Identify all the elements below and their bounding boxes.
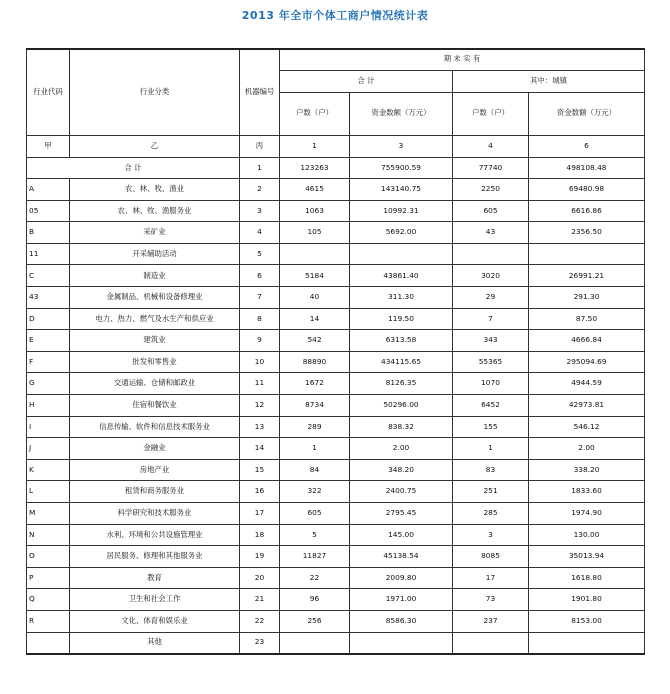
- index-cell: 乙: [70, 135, 240, 157]
- table-row: [27, 351, 645, 373]
- capital-cell: 2009.80: [350, 567, 453, 589]
- households-cell: [280, 632, 350, 654]
- capital-urban-cell: 69480.98: [529, 179, 645, 201]
- households-cell: 40: [280, 287, 350, 309]
- industry-code: K: [27, 459, 70, 481]
- table-row: [27, 546, 645, 568]
- capital-urban-cell: [529, 632, 645, 654]
- industry-category: 居民服务、修理和其他服务业: [70, 546, 240, 568]
- industry-category: 信息传输、软件和信息技术服务业: [70, 416, 240, 438]
- industry-category: 住宿和餐饮业: [70, 395, 240, 417]
- industry-category: 金属制品、机械和设备修理业: [70, 287, 240, 309]
- table-row: [27, 222, 645, 244]
- industry-category: 制造业: [70, 265, 240, 287]
- households-cell: 1: [280, 438, 350, 460]
- households-cell: 1063: [280, 200, 350, 222]
- industry-code: E: [27, 330, 70, 352]
- table-row: [27, 481, 645, 503]
- industry-category: 批发和零售业: [70, 351, 240, 373]
- industry-category: 金融业: [70, 438, 240, 460]
- households-urban-cell: 17: [453, 567, 529, 589]
- table-row: [27, 503, 645, 525]
- capital-cell: 2400.75: [350, 481, 453, 503]
- capital-cell: 8126.35: [350, 373, 453, 395]
- industry-category: 水利、环境和公共设施管理业: [70, 524, 240, 546]
- industry-category: 文化、体育和娱乐业: [70, 610, 240, 632]
- households-cell: 14: [280, 308, 350, 330]
- households-cell: 322: [280, 481, 350, 503]
- households-cell: 605: [280, 503, 350, 525]
- industry-category: 农、林、牧、渔业: [70, 179, 240, 201]
- capital-urban-cell: 291.30: [529, 287, 645, 309]
- serial-number: 22: [240, 610, 280, 632]
- households-cell: 289: [280, 416, 350, 438]
- capital-urban-cell: 42973.81: [529, 395, 645, 417]
- total-households-urban: 77740: [453, 157, 529, 179]
- header-category: 行业分类: [70, 49, 240, 135]
- serial-number: 8: [240, 308, 280, 330]
- households-cell: 88890: [280, 351, 350, 373]
- industry-code: I: [27, 416, 70, 438]
- capital-cell: 1971.00: [350, 589, 453, 611]
- table-row: [27, 179, 645, 201]
- capital-urban-cell: 1833.60: [529, 481, 645, 503]
- industry-code: L: [27, 481, 70, 503]
- serial-number: 6: [240, 265, 280, 287]
- industry-category: 采矿业: [70, 222, 240, 244]
- households-urban-cell: 3020: [453, 265, 529, 287]
- households-urban-cell: 29: [453, 287, 529, 309]
- serial-number: 4: [240, 222, 280, 244]
- industry-code: B: [27, 222, 70, 244]
- table-row: [27, 524, 645, 546]
- households-urban-cell: 2250: [453, 179, 529, 201]
- households-urban-cell: 1: [453, 438, 529, 460]
- total-households: 123263: [280, 157, 350, 179]
- households-urban-cell: 6452: [453, 395, 529, 417]
- households-urban-cell: 7: [453, 308, 529, 330]
- serial-number: 21: [240, 589, 280, 611]
- industry-category: 电力、热力、燃气及水生产和供应业: [70, 308, 240, 330]
- industry-code: R: [27, 610, 70, 632]
- capital-cell: 311.30: [350, 287, 453, 309]
- industry-code: N: [27, 524, 70, 546]
- capital-urban-cell: 26991.21: [529, 265, 645, 287]
- table-row: [27, 610, 645, 632]
- capital-urban-cell: 295094.69: [529, 351, 645, 373]
- industry-category: 开采辅助活动: [70, 243, 240, 265]
- capital-urban-cell: 2.00: [529, 438, 645, 460]
- industry-category: 租赁和商务服务业: [70, 481, 240, 503]
- households-urban-cell: 285: [453, 503, 529, 525]
- serial-number: 5: [240, 243, 280, 265]
- statistics-table: [26, 48, 645, 655]
- table-row: [27, 459, 645, 481]
- industry-code: 43: [27, 287, 70, 309]
- capital-cell: 119.50: [350, 308, 453, 330]
- capital-urban-cell: 87.50: [529, 308, 645, 330]
- capital-urban-cell: 130.00: [529, 524, 645, 546]
- total-label: 合 计: [27, 157, 240, 179]
- capital-cell: 2.00: [350, 438, 453, 460]
- serial-number: 23: [240, 632, 280, 654]
- index-cell: 丙: [240, 135, 280, 157]
- serial-number: 10: [240, 351, 280, 373]
- industry-code: Q: [27, 589, 70, 611]
- capital-urban-cell: 2356.50: [529, 222, 645, 244]
- capital-urban-cell: 6616.86: [529, 200, 645, 222]
- households-urban-cell: 1070: [453, 373, 529, 395]
- serial-number: 15: [240, 459, 280, 481]
- serial-number: 2: [240, 179, 280, 201]
- index-cell: 甲: [27, 135, 70, 157]
- serial-number: 19: [240, 546, 280, 568]
- serial-number: 16: [240, 481, 280, 503]
- households-cell: 5: [280, 524, 350, 546]
- index-cell: 3: [350, 135, 453, 157]
- capital-cell: 143140.75: [350, 179, 453, 201]
- industry-code: [27, 632, 70, 654]
- households-urban-cell: 73: [453, 589, 529, 611]
- table-row: [27, 589, 645, 611]
- capital-cell: 8586.30: [350, 610, 453, 632]
- households-urban-cell: [453, 243, 529, 265]
- table-row: [27, 438, 645, 460]
- header-serial: 机器编号: [240, 49, 280, 135]
- households-urban-cell: 8085: [453, 546, 529, 568]
- capital-urban-cell: 4944.59: [529, 373, 645, 395]
- industry-code: M: [27, 503, 70, 525]
- households-urban-cell: 83: [453, 459, 529, 481]
- industry-code: 05: [27, 200, 70, 222]
- serial-number: 7: [240, 287, 280, 309]
- index-cell: 6: [529, 135, 645, 157]
- total-capital-urban: 498108.48: [529, 157, 645, 179]
- header-households-urban: 户数（户）: [453, 92, 529, 135]
- capital-urban-cell: 1618.80: [529, 567, 645, 589]
- table-row: [27, 308, 645, 330]
- industry-category: 其他: [70, 632, 240, 654]
- households-cell: 22: [280, 567, 350, 589]
- households-urban-cell: 343: [453, 330, 529, 352]
- serial-number: 17: [240, 503, 280, 525]
- header-total: 合 计: [280, 70, 453, 92]
- serial-number: 12: [240, 395, 280, 417]
- header-capital: 资金数额（万元）: [350, 92, 453, 135]
- capital-cell: 5692.00: [350, 222, 453, 244]
- industry-code: P: [27, 567, 70, 589]
- households-urban-cell: 251: [453, 481, 529, 503]
- households-urban-cell: 155: [453, 416, 529, 438]
- households-cell: 1672: [280, 373, 350, 395]
- capital-cell: 50296.00: [350, 395, 453, 417]
- households-cell: 542: [280, 330, 350, 352]
- table-row: [27, 243, 645, 265]
- households-urban-cell: 605: [453, 200, 529, 222]
- industry-code: O: [27, 546, 70, 568]
- table-row: [27, 287, 645, 309]
- industry-code: C: [27, 265, 70, 287]
- households-cell: 256: [280, 610, 350, 632]
- capital-urban-cell: 338.20: [529, 459, 645, 481]
- serial-number: 13: [240, 416, 280, 438]
- table-row: [27, 373, 645, 395]
- capital-urban-cell: 35013.94: [529, 546, 645, 568]
- capital-urban-cell: 1974.90: [529, 503, 645, 525]
- page-title: 2013 年全市个体工商户情况统计表: [241, 9, 429, 22]
- index-cell: 4: [453, 135, 529, 157]
- households-urban-cell: 43: [453, 222, 529, 244]
- industry-category: 房地产业: [70, 459, 240, 481]
- capital-cell: [350, 632, 453, 654]
- households-urban-cell: 55365: [453, 351, 529, 373]
- total-serial: 1: [240, 157, 280, 179]
- households-urban-cell: 237: [453, 610, 529, 632]
- total-capital: 755900.59: [350, 157, 453, 179]
- table-row: [27, 330, 645, 352]
- capital-cell: 43861.40: [350, 265, 453, 287]
- table-row: [27, 416, 645, 438]
- serial-number: 14: [240, 438, 280, 460]
- serial-number: 9: [240, 330, 280, 352]
- index-row: [27, 135, 645, 157]
- industry-code: D: [27, 308, 70, 330]
- industry-code: F: [27, 351, 70, 373]
- capital-cell: 838.32: [350, 416, 453, 438]
- capital-cell: 10992.31: [350, 200, 453, 222]
- header-of-which-urban: 其中：城镇: [453, 70, 645, 92]
- table-row: [27, 632, 645, 654]
- capital-cell: 6313.58: [350, 330, 453, 352]
- industry-category: 农、林、牧、渔服务业: [70, 200, 240, 222]
- industry-category: 卫生和社会工作: [70, 589, 240, 611]
- industry-category: 建筑业: [70, 330, 240, 352]
- table-row: [27, 200, 645, 222]
- header-period-end: 期 末 实 有: [280, 49, 645, 70]
- capital-cell: 145.00: [350, 524, 453, 546]
- serial-number: 3: [240, 200, 280, 222]
- serial-number: 20: [240, 567, 280, 589]
- industry-category: 科学研究和技术服务业: [70, 503, 240, 525]
- industry-category: 交通运输、仓储和邮政业: [70, 373, 240, 395]
- serial-number: 11: [240, 373, 280, 395]
- households-cell: 96: [280, 589, 350, 611]
- capital-urban-cell: 4666.84: [529, 330, 645, 352]
- total-row: [27, 157, 645, 179]
- households-cell: 105: [280, 222, 350, 244]
- industry-code: G: [27, 373, 70, 395]
- table-row: [27, 567, 645, 589]
- households-cell: 4615: [280, 179, 350, 201]
- header-capital-urban: 资金数额（万元）: [529, 92, 645, 135]
- capital-urban-cell: 1901.80: [529, 589, 645, 611]
- households-cell: 11827: [280, 546, 350, 568]
- index-cell: 1: [280, 135, 350, 157]
- households-cell: [280, 243, 350, 265]
- industry-category: 教育: [70, 567, 240, 589]
- header-code: 行业代码: [27, 49, 70, 135]
- table-row: [27, 265, 645, 287]
- capital-cell: 2795.45: [350, 503, 453, 525]
- capital-cell: 348.20: [350, 459, 453, 481]
- households-cell: 84: [280, 459, 350, 481]
- households-cell: 5184: [280, 265, 350, 287]
- households-cell: 8734: [280, 395, 350, 417]
- capital-cell: [350, 243, 453, 265]
- capital-urban-cell: [529, 243, 645, 265]
- header-households: 户数（户）: [280, 92, 350, 135]
- capital-cell: 45138.54: [350, 546, 453, 568]
- industry-code: H: [27, 395, 70, 417]
- industry-code: A: [27, 179, 70, 201]
- capital-urban-cell: 8153.00: [529, 610, 645, 632]
- industry-code: 11: [27, 243, 70, 265]
- households-urban-cell: [453, 632, 529, 654]
- capital-urban-cell: 546.12: [529, 416, 645, 438]
- capital-cell: 434115.65: [350, 351, 453, 373]
- households-urban-cell: 3: [453, 524, 529, 546]
- serial-number: 18: [240, 524, 280, 546]
- table-row: [27, 395, 645, 417]
- industry-code: J: [27, 438, 70, 460]
